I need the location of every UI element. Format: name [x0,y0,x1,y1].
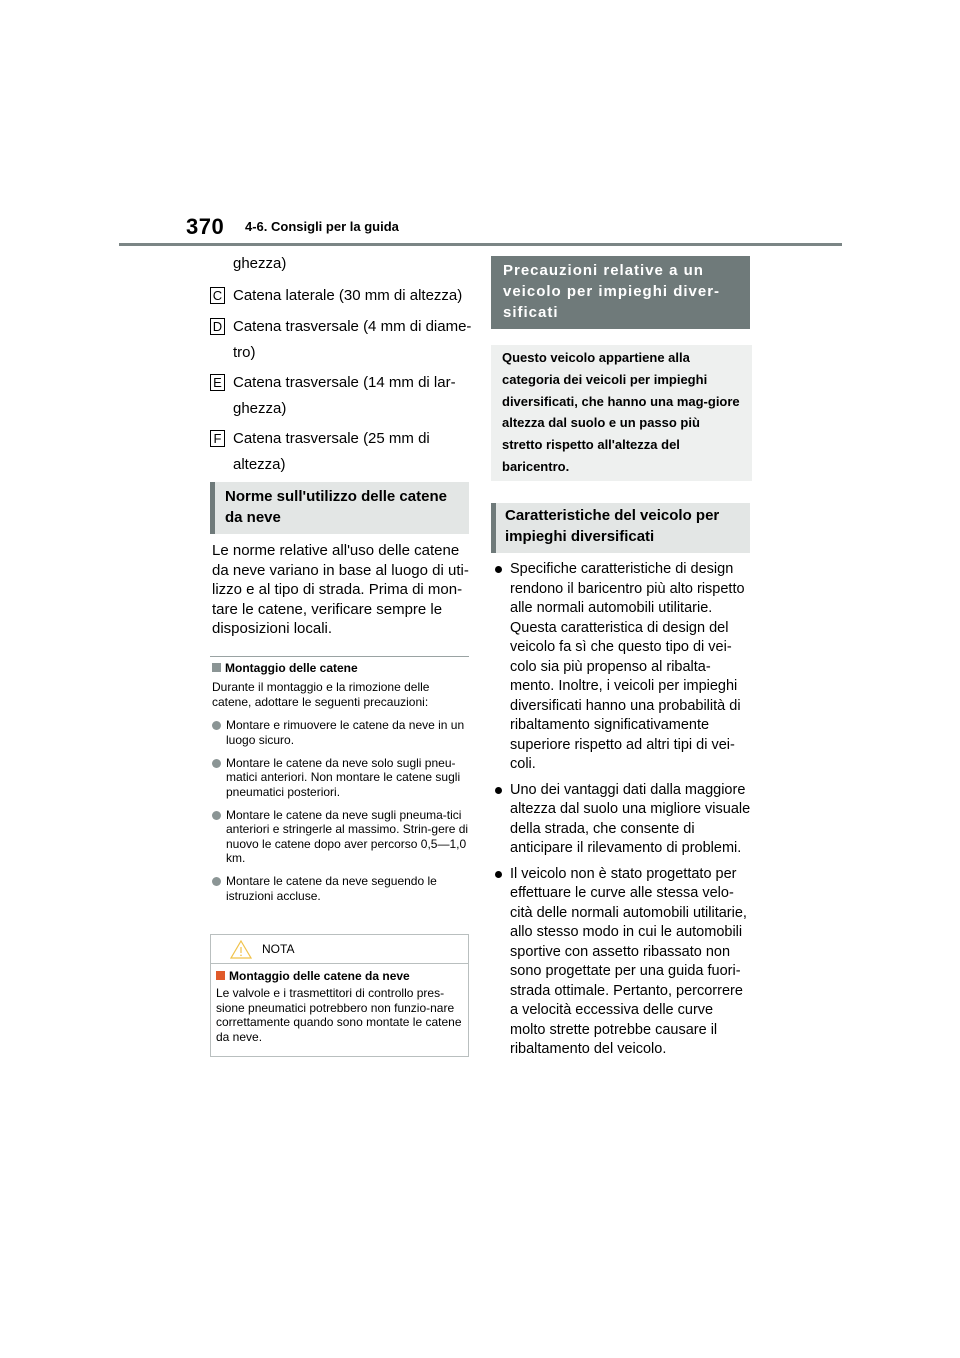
list-item [210,370,472,396]
list-item-text: Catena trasversale (25 mm di [233,430,430,447]
letter-badge: C [210,287,225,304]
nota-label: NOTA [262,942,295,956]
square-bullet-icon [212,663,221,672]
list-item-text: Uno dei vantaggi dati dalla maggiore altezza dal suolo una migliore visuale della strada, che consente di anticipare il rilevamento di problemi. [510,781,751,856]
square-bullet-icon [216,971,225,980]
list-item-text: Catena trasversale (4 mm di diame- [233,318,472,335]
list-item-text: Montare e rimuovere le catene da neve in un luogo sicuro. [226,718,465,747]
bullet-icon [212,721,221,730]
list-item-text: Specifiche caratteristiche di design rendono il baricentro più alto rispetto alle normali automobili utilitarie. Questa caratteristica di design del veicolo fa sì che questo tipo di vei-colo sia più propenso al ribalta-mento. Inoltre, i veicoli per impieghi diversificati hanno una probabilità di ribaltamento significativamente superiore rispetto ad altri tipi di vei-coli. [510,561,745,772]
list-item-text: Montare le catene da neve sugli pneuma-tici anteriori e stringerle al massimo. Strin-gere di nuovo le catene dopo aver percorso 0,5—1,0 km. [226,807,469,865]
list-item-text: Catena laterale (30 mm di altezza) [233,286,463,304]
mounting-heading [212,661,358,675]
list-item [495,865,751,1060]
chain-type-list [210,251,472,477]
header-rule [119,243,842,246]
nota-box [210,934,469,1057]
divider [210,656,469,657]
snow-chain-rules-heading: Norme sull'utilizzo delle catene da neve [210,482,469,534]
vehicle-characteristics-heading: Caratteristiche del veicolo per impieghi diversificati [491,503,750,553]
letter-badge: E [210,374,225,391]
utility-vehicle-info: Questo veicolo appartiene alla categoria dei veicoli per impieghi diversificati, che hanno una mag-giore altezza dal suolo e un passo più stretto rispetto all'altezza del baricentro. [491,345,752,481]
bullet-icon [495,871,502,878]
list-item-text-cont: ghezza) [233,399,287,417]
continued-text: ghezza) [233,255,287,272]
warning-triangle-icon [230,940,252,959]
bullet-icon [495,566,502,573]
list-item-text: Catena trasversale (14 mm di lar- [233,374,456,391]
bullet-icon [495,787,502,794]
nota-body: Le valvole e i trasmettitori di controllo pres-sione pneumatici potrebbero non funzio-nare correttamente quando sono montate le catene da neve. [216,986,462,1044]
list-item [212,874,470,903]
vehicle-characteristics-list [495,560,751,1066]
list-item-text: Montare le catene da neve seguendo le istruzioni accluse. [226,874,437,903]
mounting-title: Montaggio delle catene [225,661,358,675]
utility-vehicle-precautions-banner: Precauzioni relative a un veicolo per impieghi diver-sificati [491,256,750,329]
snow-chain-rules-text: Le norme relative all'uso delle catene da neve variano in base al luogo di uti-lizzo e al tipo di strada. Prima di mon-tare le catene, verificare sempre le disposizioni locali. [212,542,469,637]
nota-header [211,935,468,964]
list-item-text-cont: altezza) [233,455,286,473]
list-item [210,426,472,452]
list-item-text-cont: tro) [233,343,256,361]
list-item-text: Il veicolo non è stato progettato per effettuare le curve alle stessa velo-cità delle normali automobili utilitarie, allo stesso modo in cui le automobili sportive con assetto ribassato non sono progettate per una guida fuori-strada ottimale. Pertanto, percorrere a velocità eccessiva delle curve molto strette potrebbe causare il ribaltamento del veicolo. [510,865,747,1057]
nota-title-row [216,969,468,983]
list-item [210,314,472,340]
letter-badge: D [210,318,225,335]
list-item [212,718,470,747]
list-item-text: Montare le catene da neve solo sugli pneu-matici anteriori. Non montare le catene sugli pneumatici posteriori. [226,755,461,799]
bullet-icon [212,811,221,820]
list-item [212,808,470,866]
list-item [495,781,751,859]
bullet-icon [212,759,221,768]
letter-badge: F [210,430,225,447]
list-item [212,756,470,800]
nota-title: Montaggio delle catene da neve [229,969,410,983]
section-title: 4-6. Consigli per la guida [245,219,399,234]
mounting-intro: Durante il montaggio e la rimozione delle catene, adottare le seguenti precauzioni: [212,680,430,709]
page-number: 370 [186,214,225,239]
list-item [495,560,751,775]
mounting-precautions-list [212,718,470,912]
list-item [210,283,472,309]
bullet-icon [212,877,221,886]
